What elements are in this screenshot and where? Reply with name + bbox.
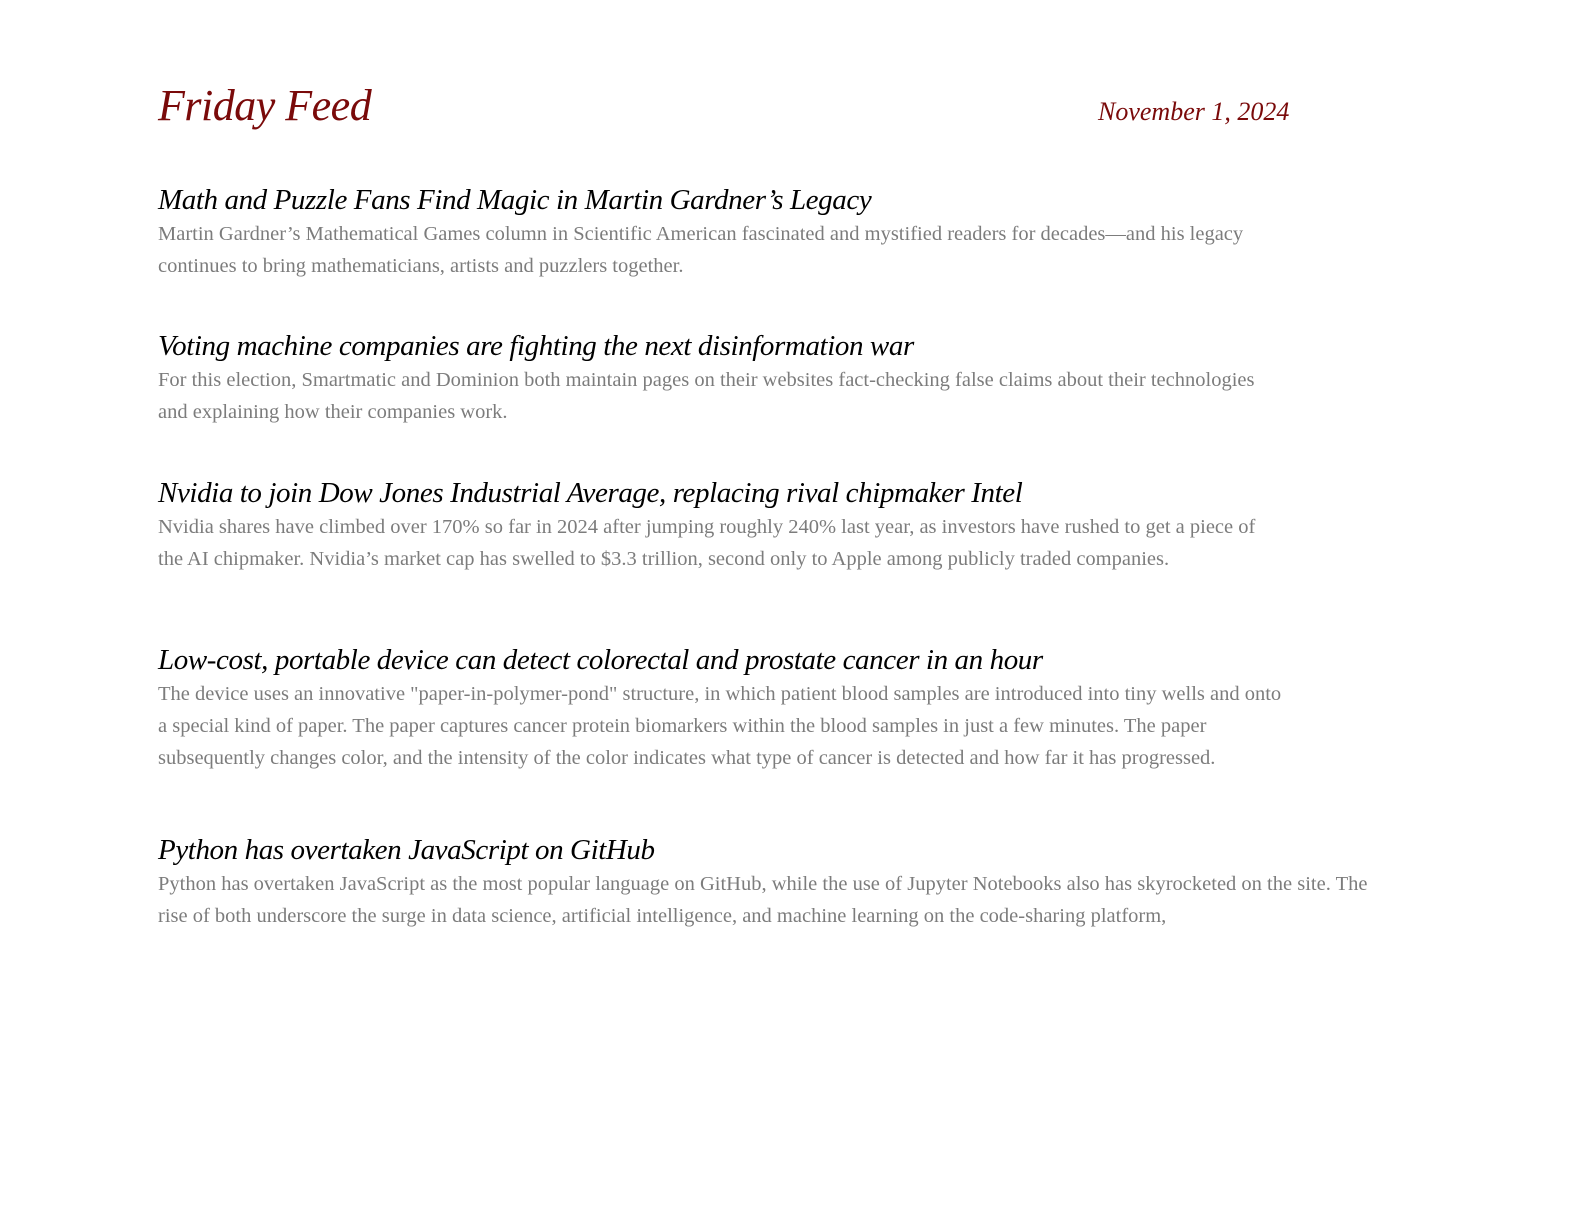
- masthead: [158, 76, 1418, 160]
- article-summary: The device uses an innovative "paper-in-polymer-pond" structure, in which patient blood samples are introduced into tiny wells and onto a special kind of paper. The paper captures cancer protein biomarkers within the blood samples in just a few minutes. The paper subsequently changes color, and the intensity of the color indicates what type of cancer is detected and how far it has progressed.: [158, 683, 1282, 769]
- article-headline[interactable]: Nvidia to join Dow Jones Industrial Average, replacing rival chipmaker Intel: [158, 477, 1023, 509]
- article-item: [158, 182, 1270, 282]
- article-summary: Nvidia shares have climbed over 170% so far in 2024 after jumping roughly 240% last year, as investors have rushed to get a piece of the AI chipmaker. Nvidia’s market cap has swelled to $3.3 trillion, second only to Apple among publicly traded companies.: [158, 516, 1256, 570]
- article-headline[interactable]: Math and Puzzle Fans Find Magic in Martin Gardner’s Legacy: [158, 184, 872, 216]
- feed-date: November 1, 2024: [1098, 97, 1290, 126]
- article-item: [158, 832, 1368, 932]
- article-headline[interactable]: Voting machine companies are fighting the next disinformation war: [158, 330, 914, 362]
- article-summary: For this election, Smartmatic and Dominion both maintain pages on their websites fact-checking false claims about their technologies and explaining how their companies work.: [158, 369, 1255, 423]
- article-summary: Martin Gardner’s Mathematical Games column in Scientific American fascinated and mystified readers for decades—and his legacy continues to bring mathematicians, artists and puzzlers together.: [158, 223, 1244, 277]
- feed-title: Friday Feed: [158, 81, 372, 130]
- article-item: [158, 642, 1288, 774]
- article-item: [158, 328, 1270, 428]
- article-item: [158, 475, 1278, 575]
- article-headline[interactable]: Low-cost, portable device can detect colorectal and prostate cancer in an hour: [158, 644, 1043, 676]
- article-headline[interactable]: Python has overtaken JavaScript on GitHub: [158, 834, 655, 866]
- article-summary: Python has overtaken JavaScript as the most popular language on GitHub, while the use of Jupyter Notebooks also has skyrocketed on the site. The rise of both underscore the surge in data science, artificial intelligence, and machine learning on the code-sharing platform,: [158, 873, 1368, 927]
- feed-page: [158, 76, 1418, 927]
